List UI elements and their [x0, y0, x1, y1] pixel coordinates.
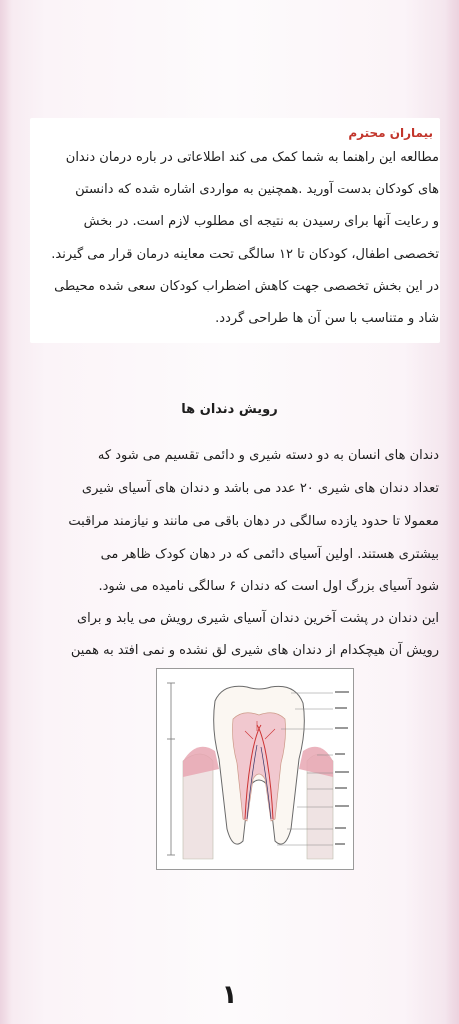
page-number: ۱	[221, 980, 238, 1010]
notice-title: بیماران محترم	[348, 126, 433, 140]
notice-line: مطالعه این راهنما به شما کمک می کند اطلاعاتی در باره درمان دندان	[65, 150, 439, 165]
tooth-anatomy-figure	[156, 668, 354, 870]
notice-line: در این بخش تخصصی جهت کاهش اضطراب کودکان سعی شده محیطی	[54, 279, 439, 294]
body-line: معمولا تا حدود یازده سالگی در دهان باقی می مانند و نیازمند مراقبت	[68, 514, 439, 529]
section-title: رویش دندان ها	[181, 402, 278, 417]
body-line: بیشتری هستند. اولین آسیای دائمی که در دهان کودک ظاهر می	[100, 547, 439, 562]
notice-line: و رعایت آنها برای رسیدن به نتیجه ای مطلوب لازم است. در بخش	[83, 214, 439, 229]
page-edge-right	[445, 0, 459, 1024]
notice-line: شاد و متناسب با سن آن ها طراحی گردد.	[215, 311, 439, 326]
body-line: دندان های انسان به دو دسته شیری و دائمی تقسیم می شود که	[97, 448, 439, 463]
body-line: تعداد دندان های شیری ۲۰ عدد می باشد و دندان های آسیای شیری	[81, 481, 439, 496]
body-line: رویش آن هیچکدام از دندان های شیری لق نشده و نمی افتد به همین	[70, 643, 439, 658]
body-line: این دندان در پشت آخرین دندان آسیای شیری رویش می یابد و برای	[76, 611, 439, 626]
notice-line: های کودکان بدست آورید .همچنین به مواردی اشاره شده که دانستن	[75, 182, 439, 197]
page-edge-left	[0, 0, 12, 1024]
notice-line: تخصصی اطفال، کودکان تا ۱۲ سالگی تحت معاینه درمان قرار می گیرند.	[51, 247, 439, 262]
tooth-anatomy-illustration	[157, 669, 353, 869]
body-line: شود آسیای بزرگ اول است که دندان ۶ سالگی نامیده می شود.	[98, 579, 439, 594]
